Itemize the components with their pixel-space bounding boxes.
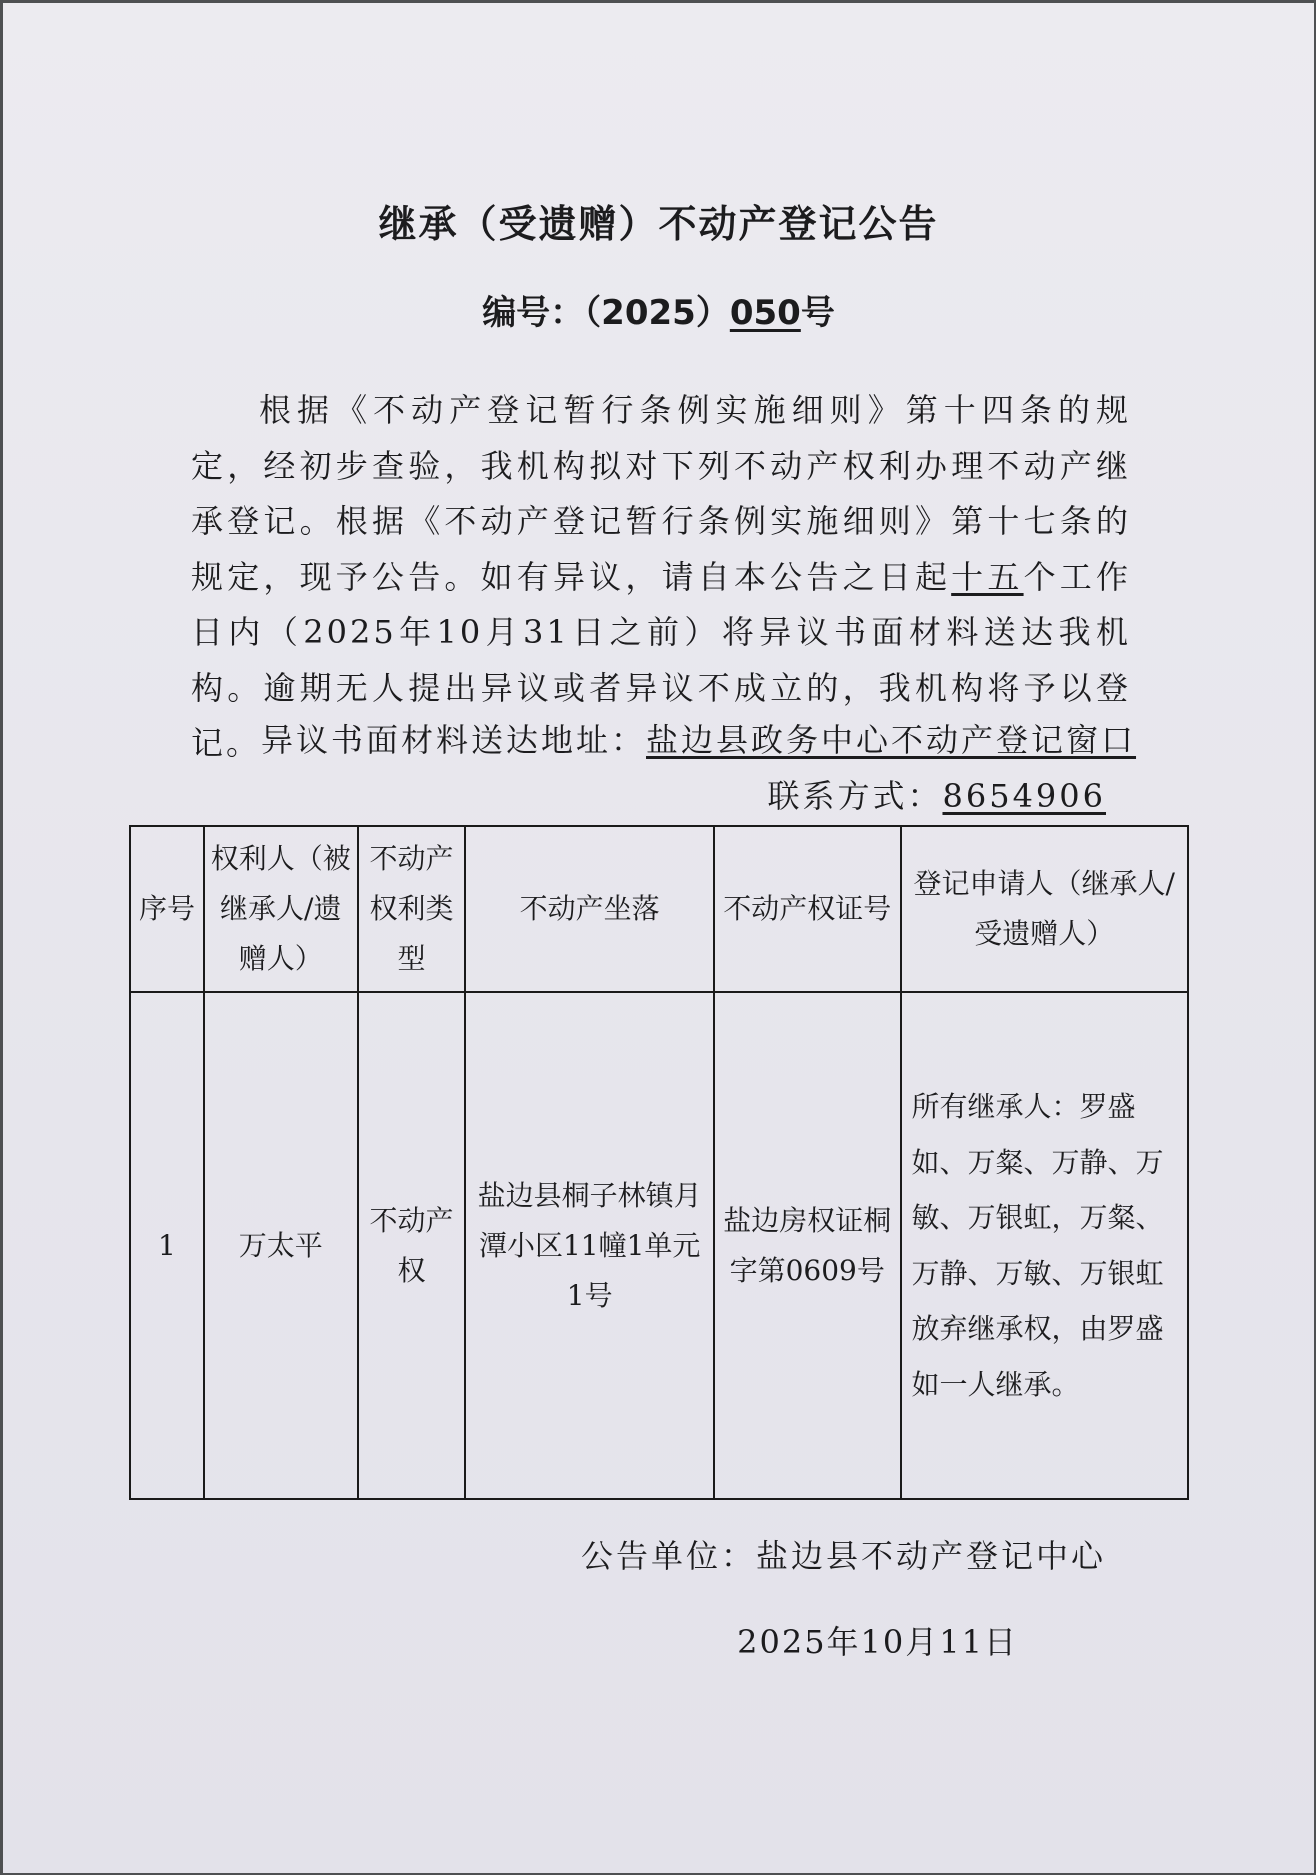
document-number: [3, 285, 1314, 334]
property-table: [129, 825, 1189, 1500]
cell-applicant: 所有继承人：罗盛如、万粲、万静、万敏、万银虹，万粲、万静、万敏、万银虹放弃继承权，由罗盛如一人继承。: [901, 992, 1188, 1499]
docno-suffix: 号: [800, 293, 835, 333]
docno-number: 050: [729, 293, 801, 333]
body-text-2: 个工作日内（2025年10月31日之前）将异议书面材料送达我机构。逾期无人提出异议或者异议不成立的，我机构将予以登记。: [191, 557, 1131, 762]
body-text-1: 根据《不动产登记暂行条例实施细则》第十四条的规定，经初步查验，我机构拟对下列不动产权利办理不动产继承登记。根据《不动产登记暂行条例实施细则》第十七条的规定，现予公告。如有异议，请自本公告之日起: [191, 391, 1131, 596]
header-holder: 权利人（被继承人/遗赠人）: [204, 826, 358, 992]
header-cert: 不动产权证号: [714, 826, 901, 992]
issuing-unit: 公告单位：盐边县不动产登记中心: [580, 1537, 1106, 1575]
notice-date: 2025年10月11日: [737, 1623, 1018, 1661]
docno-prefix: 编号：（2025）: [482, 293, 730, 333]
address-label: 异议书面材料送达地址：: [261, 721, 647, 759]
cell-seq: 1: [130, 992, 204, 1499]
address-value: 盐边县政务中心不动产登记窗口: [646, 721, 1137, 759]
table-row: [130, 992, 1188, 1499]
cell-cert: 盐边房权证桐字第0609号: [714, 992, 901, 1499]
cell-type: 不动产权: [358, 992, 466, 1499]
header-seq: 序号: [130, 826, 204, 992]
notice-title: 继承（受遗赠）不动产登记公告: [378, 202, 939, 246]
objection-days: 十五: [951, 557, 1024, 596]
contact-phone: 8654906: [942, 777, 1106, 815]
header-location: 不动产坐落: [465, 826, 713, 992]
objection-address: [261, 715, 1136, 761]
cell-location: 盐边县桐子林镇月潭小区11幢1单元1号: [465, 992, 713, 1499]
notice-paper: [3, 3, 1314, 1873]
notice-body: [191, 383, 1131, 772]
contact-label: 联系方式：: [767, 777, 943, 815]
contact-info: [767, 771, 1106, 817]
table-header-row: [130, 826, 1188, 992]
header-type: 不动产权利类型: [358, 826, 466, 992]
cell-holder: 万太平: [204, 992, 358, 1499]
header-applicant: 登记申请人（继承人/受遗赠人）: [901, 826, 1188, 992]
